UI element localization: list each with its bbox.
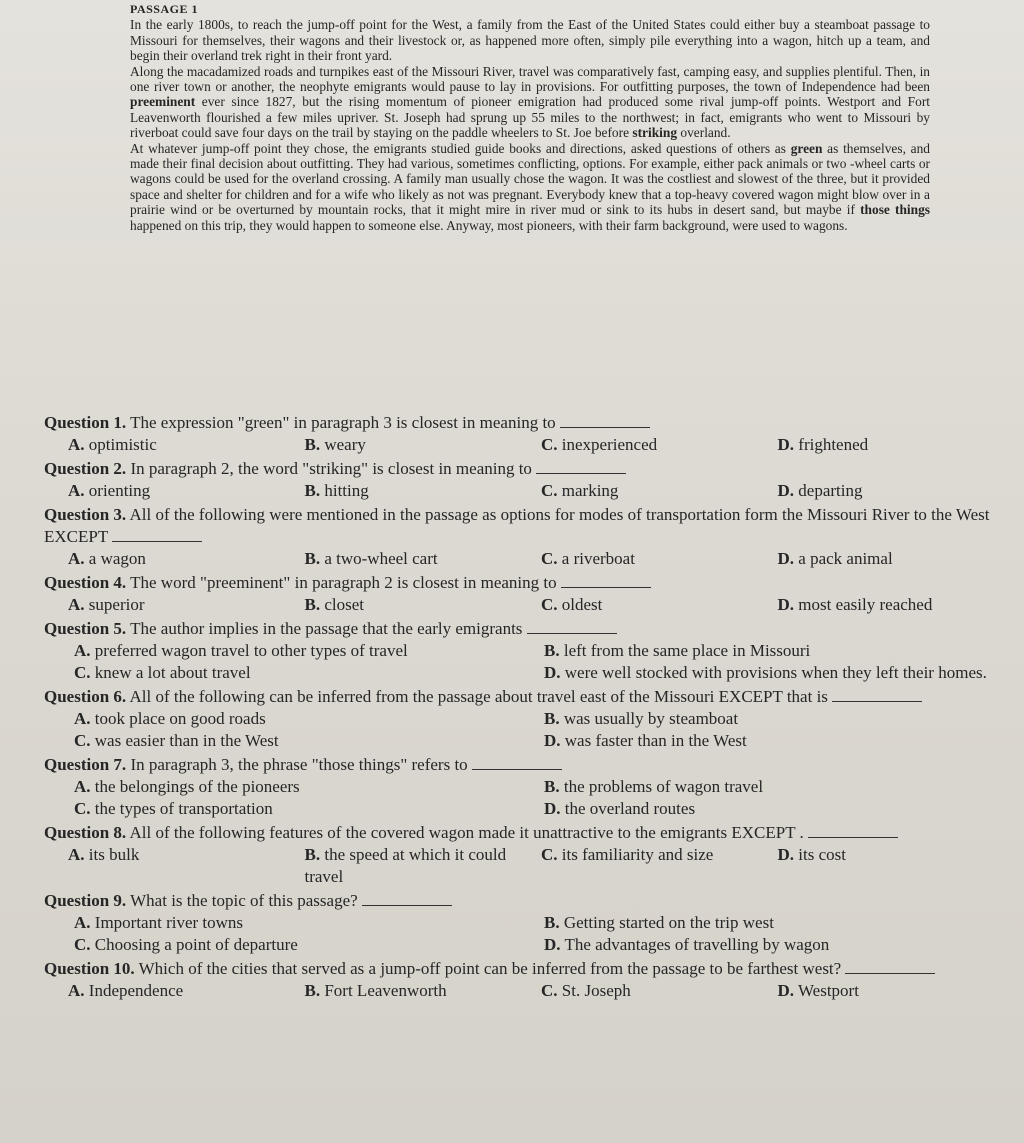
paragraph-3-text-a: At whatever jump-off point they chose, the emigrants studied guide books and directions, asked questions of others as (130, 140, 791, 156)
question-7 (44, 754, 1014, 820)
question-text: The word "preeminent" in paragraph 2 is closest in meaning to (126, 573, 557, 592)
question-6 (44, 686, 1014, 752)
answer-option[interactable]: B. Fort Leavenworth (304, 981, 447, 1000)
answer-option[interactable]: D. its cost (777, 845, 846, 864)
question-5 (44, 618, 1014, 684)
answer-option[interactable]: C. inexperienced (541, 435, 658, 454)
keyword-preeminent: preeminent (130, 94, 196, 110)
answer-options (68, 480, 1014, 502)
answer-option[interactable]: C. the types of transportation (74, 799, 273, 818)
question-text: All of the following were mentioned in the passage as options for modes of transportation form the Missouri River to the West EXCEPT (44, 505, 990, 546)
notebook-margin (0, 0, 40, 1143)
question-list (44, 412, 1014, 1004)
keyword-green: green (790, 140, 823, 156)
answer-blank[interactable] (527, 619, 617, 634)
answer-option[interactable]: B. closet (304, 595, 364, 614)
paragraph-3-text-e: happened on this trip, they would happen to someone else. Anyway, most pioneers, with their farm background, were used to wagons. (130, 217, 848, 233)
answer-options (68, 980, 1014, 1002)
answer-option[interactable]: D. departing (777, 481, 863, 500)
answer-option[interactable]: A. Important river towns (74, 913, 244, 932)
question-stem (44, 458, 1014, 480)
question-text: All of the following can be inferred from the passage about travel east of the Missouri EXCEPT that is (126, 687, 828, 706)
answer-option[interactable]: B. hitting (304, 481, 369, 500)
answer-option[interactable]: A. orienting (68, 481, 151, 500)
answer-option[interactable]: C. marking (541, 481, 619, 500)
paragraph-3 (130, 141, 930, 233)
answer-blank[interactable] (832, 687, 922, 702)
answer-options (68, 548, 1014, 570)
answer-option[interactable]: C. a riverboat (541, 549, 635, 568)
answer-option[interactable]: C. St. Joseph (541, 981, 631, 1000)
answer-option[interactable]: D. The advantages of travelling by wagon (544, 935, 830, 954)
question-9 (44, 890, 1014, 956)
question-stem (44, 504, 1014, 548)
answer-blank[interactable] (112, 527, 202, 542)
answer-option[interactable]: D. most easily reached (777, 595, 933, 614)
answer-blank[interactable] (472, 755, 562, 770)
answer-option[interactable]: C. oldest (541, 595, 603, 614)
question-2 (44, 458, 1014, 502)
answer-option[interactable]: D. were well stocked with provisions when they left their homes. (544, 663, 987, 682)
answer-option[interactable]: D. a pack animal (777, 549, 893, 568)
question-text: All of the following features of the covered wagon made it unattractive to the emigrants EXCEPT . (126, 823, 804, 842)
paragraph-1: In the early 1800s, to reach the jump-off point for the West, a family from the East of the United States could either buy a steamboat passage to Missouri for themselves, their wagons and their livestock or, as happened more often, simply pile everything into a wagon, hitch up a team, and begin their overland trek right in their front yard. (130, 17, 930, 64)
keyword-striking: striking (632, 125, 678, 141)
question-label: Question 3. (44, 505, 127, 524)
answer-options (74, 776, 1014, 820)
answer-option[interactable]: A. optimistic (68, 435, 157, 454)
question-stem (44, 412, 1014, 434)
question-text: The author implies in the passage that the early emigrants (126, 619, 523, 638)
answer-blank[interactable] (560, 413, 650, 428)
answer-options (74, 708, 1014, 752)
answer-option[interactable]: A. preferred wagon travel to other types of travel (74, 641, 408, 660)
question-text: In paragraph 2, the word "striking" is closest in meaning to (126, 459, 532, 478)
reading-passage (130, 2, 930, 233)
answer-blank[interactable] (561, 573, 651, 588)
question-stem (44, 572, 1014, 594)
question-text: What is the topic of this passage? (126, 891, 358, 910)
answer-option[interactable]: C. its familiarity and size (541, 845, 714, 864)
answer-blank[interactable] (536, 459, 626, 474)
question-1 (44, 412, 1014, 456)
answer-option[interactable]: D. the overland routes (544, 799, 696, 818)
question-stem (44, 754, 1014, 776)
question-label: Question 10. (44, 959, 135, 978)
answer-blank[interactable] (845, 959, 935, 974)
answer-option[interactable]: A. its bulk (68, 845, 140, 864)
answer-option[interactable]: B. was usually by steamboat (544, 709, 739, 728)
answer-options (74, 912, 1014, 956)
question-label: Question 9. (44, 891, 127, 910)
answer-blank[interactable] (362, 891, 452, 906)
answer-options (74, 640, 1014, 684)
question-4 (44, 572, 1014, 616)
answer-option[interactable]: D. Westport (777, 981, 859, 1000)
question-label: Question 5. (44, 619, 127, 638)
answer-option[interactable]: D. was faster than in the West (544, 731, 747, 750)
answer-option[interactable]: A. the belongings of the pioneers (74, 777, 300, 796)
answer-options (68, 594, 1014, 616)
question-label: Question 7. (44, 755, 127, 774)
question-8 (44, 822, 1014, 888)
answer-option[interactable]: C. knew a lot about travel (74, 663, 251, 682)
question-label: Question 6. (44, 687, 127, 706)
answer-option[interactable]: A. took place on good roads (74, 709, 266, 728)
answer-options (68, 844, 1014, 888)
answer-option[interactable]: A. Independence (68, 981, 184, 1000)
question-3 (44, 504, 1014, 570)
answer-option[interactable]: D. frightened (777, 435, 869, 454)
question-label: Question 1. (44, 413, 127, 432)
question-stem (44, 686, 1014, 708)
question-10 (44, 958, 1014, 1002)
paragraph-2-text-a: Along the macadamized roads and turnpikes east of the Missouri River, travel was comparatively fast, camping easy, and supplies plentiful. Then, in one river town or another, the neophyte emigrants would pause to lay in provisions. For outfitting purposes, the town of Independence had been (130, 63, 930, 95)
question-stem (44, 822, 1014, 844)
question-text: In paragraph 3, the phrase "those things" refers to (126, 755, 468, 774)
question-text: Which of the cities that served as a jump-off point can be inferred from the passage to be farthest west? (134, 959, 842, 978)
answer-option[interactable]: C. was easier than in the West (74, 731, 279, 750)
answer-option[interactable]: A. superior (68, 595, 145, 614)
answer-option[interactable]: B. left from the same place in Missouri (544, 641, 811, 660)
answer-option[interactable]: A. a wagon (68, 549, 146, 568)
answer-blank[interactable] (808, 823, 898, 838)
answer-option[interactable]: C. Choosing a point of departure (74, 935, 298, 954)
question-stem (44, 890, 1014, 912)
paragraph-2-text-c: ever since 1827, but the rising momentum of pioneer emigration had produced some rival jump-off points. Westport and Fort Leavenworth flourished a few miles upriver. St. Joseph had sprung up 55 miles to the northwest; in fact, emigrants who went to Missouri by riverboat could save four days on the trail by staying on the paddle wheelers to St. Joe before (130, 94, 930, 141)
paragraph-3-text-c: as themselves, and made their final decision about outfitting. They had various, sometimes conflicting, options. For example, either pack animals or two -wheel carts or wagons could be used for the overland crossing. A family man usually chose the wagon. It was the costliest and slowest of the three, but it provided space and shelter for children and for a wife who likely as not was pregnant. Everybody knew that a top-heavy covered wagon might blow over in a prairie wind or be overturned by mountain rocks, that it might mire in river mud or sink to its hubs in desert sand, but maybe if (130, 140, 930, 218)
answer-option[interactable]: B. a two-wheel cart (304, 549, 438, 568)
question-text: The expression "green" in paragraph 3 is closest in meaning to (126, 413, 556, 432)
keyword-those-things: those things (860, 202, 930, 218)
answer-option[interactable]: B. Getting started on the trip west (544, 913, 774, 932)
question-label: Question 8. (44, 823, 127, 842)
question-stem (44, 618, 1014, 640)
paragraph-2-text-e: overland. (677, 125, 731, 141)
paragraph-2 (130, 64, 930, 141)
answer-option[interactable]: B. weary (304, 435, 366, 454)
question-stem (44, 958, 1014, 980)
question-label: Question 4. (44, 573, 127, 592)
passage-title: PASSAGE 1 (130, 2, 198, 16)
question-label: Question 2. (44, 459, 127, 478)
answer-options (68, 434, 1014, 456)
answer-option[interactable]: B. the problems of wagon travel (544, 777, 764, 796)
answer-option[interactable]: B. the speed at which it could travel (304, 845, 507, 886)
